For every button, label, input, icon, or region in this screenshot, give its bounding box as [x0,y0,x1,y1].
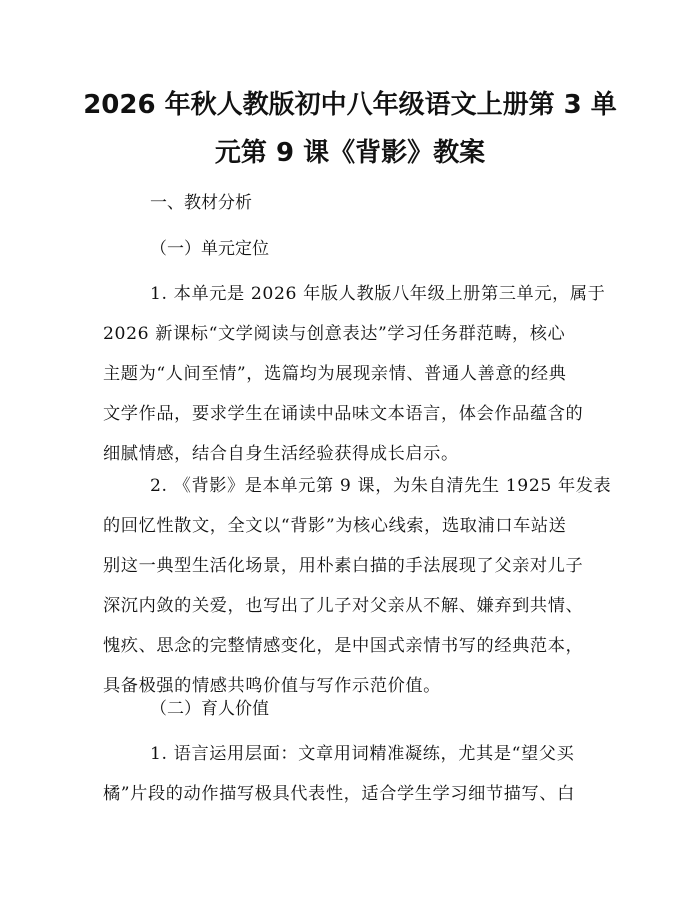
paragraph-line: 文学作品，要求学生在诵读中品味文本语言，体会作品蕴含的 [103,404,584,424]
subsection-heading-unit-positioning: （一）单元定位 [150,239,269,259]
paragraph-line: 细腻情感，结合自身生活经验获得成长启示。 [103,444,459,464]
paragraph-unit-positioning-2 [103,472,612,712]
paragraph-line: 橘”片段的动作描写极具代表性，适合学生学习细节描写、白 [103,784,575,804]
document-title-line-2: 元第 9 课《背影》教案 [214,138,486,168]
paragraph-line: 愧疚、思念的完整情感变化，是中国式亲情书写的经典范本， [103,636,584,656]
paragraph-line: 1. 本单元是 2026 年版人教版八年级上册第三单元，属于 [150,284,606,304]
paragraph-unit-positioning-1 [103,280,606,480]
section-heading-textbook-analysis: 一、教材分析 [150,193,252,213]
paragraph-line: 别这一典型生活化场景，用朴素白描的手法展现了父亲对儿子 [103,556,584,576]
paragraph-line: 2. 《背影》是本单元第 9 课，为朱自清先生 1925 年发表 [150,476,612,496]
paragraph-line: 的回忆性散文，全文以“背影”为核心线索，选取浦口车站送 [103,516,567,536]
paragraph-line: 主题为“人间至情”，选篇均为展现亲情、普通人善意的经典 [103,364,567,384]
paragraph-line: 具备极强的情感共鸣价值与写作示范价值。 [103,676,441,696]
subsection-heading-educational-value: （二）育人价值 [150,699,269,719]
paragraph-line: 2026 新课标“文学阅读与创意表达”学习任务群范畴，核心 [103,324,566,344]
paragraph-line: 1. 语言运用层面：文章用词精准凝练，尤其是“望父买 [150,744,575,764]
paragraph-educational-value-1 [103,740,603,820]
document-title-line-1: 2026 年秋人教版初中八年级语文上册第 3 单 [83,90,617,120]
paragraph-line: 深沉内敛的关爱，也写出了儿子对父亲从不解、嫌弃到共情、 [103,596,584,616]
